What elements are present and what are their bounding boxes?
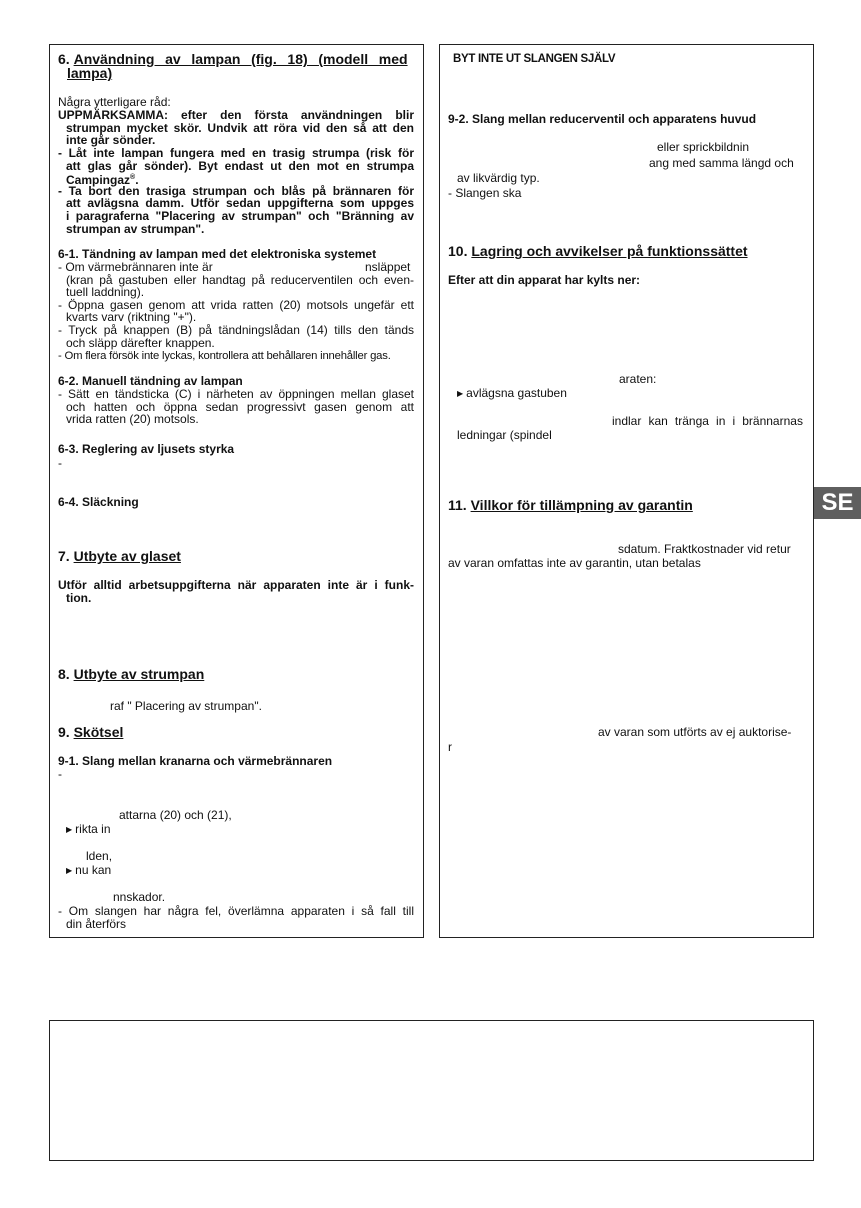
section-6-2-line2: och hatten och öppna sedan progressivt gasen genom att [66, 400, 414, 414]
language-tab: SE [814, 487, 861, 519]
section-6-1-line2: (kran på gastuben eller handtag på reducerventilen och even- [66, 273, 414, 287]
section-8-heading: 8. Utbyte av strumpan [58, 666, 205, 682]
section-9-1-line2: attarna (20) och (21), [119, 808, 232, 822]
section-9-1-line1: - [58, 767, 62, 781]
section-9-1-line4: lden, [86, 849, 113, 863]
section-6-1-line5: kvarts varv (riktning "+"). [66, 310, 197, 324]
section-6-2-line3: vrida ratten (20) motsols. [66, 412, 199, 426]
section-9-1-line3: ▶ rikta in [66, 822, 111, 836]
section-6-1-line7: och släpp därefter knappen. [66, 336, 215, 350]
section-8-line1: raf " Placering av strumpan". [110, 699, 262, 713]
section-6-1-line3: tuell laddning). [66, 285, 145, 299]
section-6-p3-line3: i paragraferna "Placering av strumpan" och "Bränning av [66, 209, 414, 223]
section-6-p2-line3: Campingaz®. [66, 173, 139, 187]
section-7-line2: tion. [66, 591, 92, 605]
section-11-line4: r [448, 740, 452, 754]
section-9-1-line5: ▶ nu kan [66, 863, 112, 877]
section-9-1-title: 9-1. Slang mellan kranarna och värmebrännaren [58, 754, 333, 768]
section-6-p2-line2: att glas går sönder). Byt endast ut den mot en strumpa [66, 159, 414, 173]
arrow-right-icon: ▶ [457, 389, 464, 398]
section-11-line2: av varan omfattas inte av garantin, utan betalas [448, 556, 701, 570]
section-9-1-line8: din återförs [66, 917, 127, 931]
section-6-4-title: 6-4. Släckning [58, 495, 139, 509]
section-6-intro: Några ytterligare råd: [58, 95, 171, 109]
section-10-line4: ledningar (spindel [457, 428, 552, 442]
section-6-1-line6: - Tryck på knappen (B) på tändningslådan (14) tills den tänds [58, 323, 414, 337]
section-9-2-line3: av likvärdig typ. [457, 171, 540, 185]
section-9-2-title: 9-2. Slang mellan reducerventil och apparatens huvud [448, 112, 757, 126]
section-9-1-line7: - Om slangen har några fel, överlämna apparaten i så fall till [58, 904, 414, 918]
section-10-subtitle: Efter att din apparat har kylts ner: [448, 273, 641, 287]
section-10-heading: 10. Lagring och avvikelser på funktionssättet [448, 243, 748, 259]
section-9-2-line2: ang med samma längd och [649, 156, 794, 170]
section-6-1-line1b: nsläppet [365, 260, 411, 274]
section-6-heading-cont: lampa) [67, 65, 113, 81]
section-6-p3-line1: - Ta bort den trasiga strumpan och blås på brännaren för [58, 184, 414, 198]
section-6-p3-line4: strumpan av strumpan". [66, 222, 205, 236]
section-6-3-line1: - [58, 456, 62, 470]
section-6-p1-line3: inte går sönder. [66, 133, 156, 147]
bottom-box [49, 1020, 814, 1161]
section-6-1-line8: - Om flera försök inte lyckas, kontrollera att behållaren innehåller gas. [58, 350, 391, 362]
section-7-heading: 7. Utbyte av glaset [58, 548, 181, 564]
section-6-p1-line1: UPPMÄRKSAMMA: efter den första användningen blir [58, 108, 414, 122]
section-6-3-title: 6-3. Reglering av ljusets styrka [58, 442, 235, 456]
section-11-heading: 11. Villkor för tillämpning av garantin [448, 497, 693, 513]
arrow-right-icon: ▶ [66, 866, 73, 875]
section-6-heading: 6. Användning av lampan (fig. 18) (modell med [58, 51, 408, 67]
section-6-2-title: 6-2. Manuell tändning av lampan [58, 374, 243, 388]
section-6-2-line1: - Sätt en tändsticka (C) i närheten av öppningen mellan glaset [58, 387, 414, 401]
arrow-right-icon: ▶ [66, 825, 73, 834]
section-6-p3-line2: att avlägsna damm. Utför sedan uppgifterna som uppges [66, 196, 414, 210]
section-9-2-line1: eller sprickbildnin [657, 140, 750, 154]
section-11-line1: sdatum. Fraktkostnader vid retur [618, 542, 791, 556]
section-10-line2: ▶ avlägsna gastuben [457, 386, 567, 400]
section-6-1-line1a: - Om värmebrännaren inte är [58, 260, 213, 274]
section-9-2-line4: - Slangen ska [448, 186, 522, 200]
warning-text: BYT INTE UT SLANGEN SJÄLV [453, 53, 616, 65]
section-10-line1: araten: [619, 372, 657, 386]
section-6-p2-line1: - Låt inte lampan fungera med en trasig strumpa (risk för [58, 146, 414, 160]
section-6-1-title: 6-1. Tändning av lampan med det elektroniska systemet [58, 247, 377, 261]
section-11-line3: av varan som utförts av ej auktorise- [598, 725, 792, 739]
section-7-line1: Utför alltid arbetsuppgifterna när apparaten inte är i funk- [58, 578, 414, 592]
section-6-p1-line2: strumpan mycket skör. Undvik att röra vid den så att den [66, 121, 414, 135]
section-9-1-line6: nnskador. [113, 890, 166, 904]
section-6-1-line4: - Öppna gasen genom att vrida ratten (20) motsols ungefär ett [58, 298, 414, 312]
section-9-heading: 9. Skötsel [58, 724, 124, 740]
section-10-line3: indlar kan tränga in i brännarnas [612, 414, 803, 428]
